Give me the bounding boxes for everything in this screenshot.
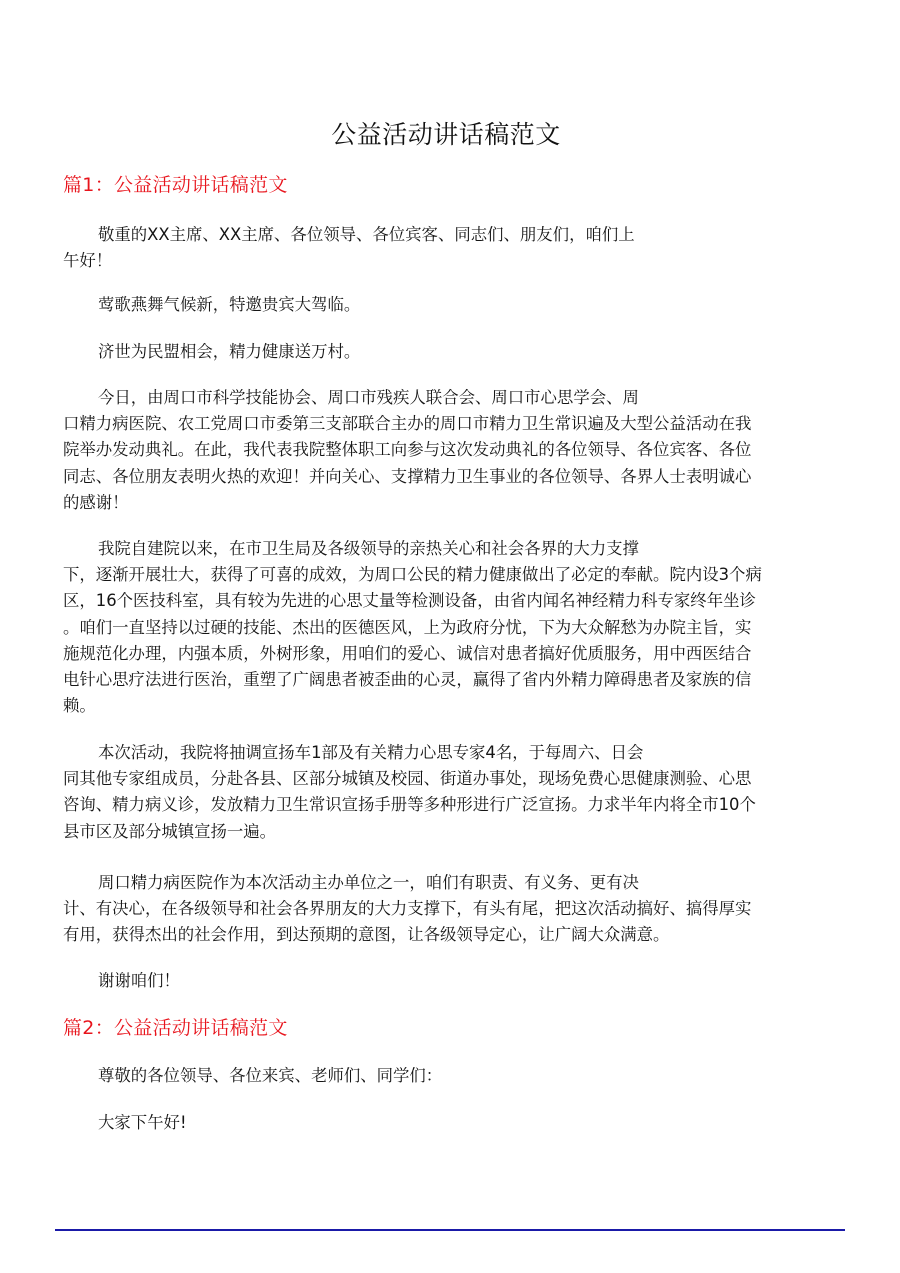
text-line: 下，逐渐开展壮大，获得了可喜的成效，为周口公民的精力健康做出了必定的奉献。院内设3个病 <box>63 565 762 585</box>
text-line: 今日，由周口市科学技能协会、周口市残疾人联合会、周口市心思学会、周 <box>98 388 639 407</box>
text-line: 谢谢咱们！ <box>98 971 180 990</box>
text-line: 大家下午好! <box>98 1113 187 1132</box>
text-line: 院举办发动典礼。在此，我代表我院整体职工向参与这次发动典礼的各位领导、各位宾客、各位 <box>63 440 752 460</box>
text-line: 咨询、精力病义诊，发放精力卫生常识宣扬手册等多种形进行广泛宣扬。力求半年内将全市10个 <box>63 795 756 815</box>
text-line: 赖。 <box>63 696 96 716</box>
text-line: 同其他专家组成员，分赴各县、区部分城镇及校园、街道办事处，现场免费心思健康测验、心思 <box>63 769 752 789</box>
text-line: 敬重的XX主席、XX主席、各位领导、各位宾客、同志们、朋友们，咱们上 <box>98 225 635 244</box>
paragraph-verse-2 <box>63 339 838 365</box>
text-line: 尊敬的各位领导、各位来宾、老师们、同学们： <box>98 1066 443 1085</box>
paragraph-opening <box>63 385 838 516</box>
text-line: 。咱们一直坚持以过硬的技能、杰出的医德医风，上为政府分忧，下为大众解愁为办院主旨，实 <box>63 617 752 637</box>
text-line: 电针心思疗法进行医治，重塑了广阔患者被歪曲的心灵，赢得了省内外精力障碍患者及家族的信 <box>63 670 752 690</box>
section-heading-2: 篇2：公益活动讲话稿范文 <box>63 1017 288 1039</box>
paragraph-verse-1 <box>63 292 838 318</box>
text-line: 有用，获得杰出的社会作用，到达预期的意图，让各级领导定心，让广阔大众满意。 <box>63 925 670 945</box>
text-line: 计、有决心，在各级领导和社会各界朋友的大力支撑下，有头有尾，把这次活动搞好、搞得厚实 <box>63 899 752 919</box>
paragraph-greeting-2 <box>63 1063 838 1089</box>
text-line: 济世为民盟相会，精力健康送万村。 <box>98 342 361 361</box>
paragraph-activity-plan <box>63 740 838 845</box>
text-line: 莺歌燕舞气候新，特邀贵宾大驾临。 <box>98 295 361 314</box>
paragraph-commitment <box>63 870 838 949</box>
text-line: 县市区及部分城镇宣扬一遍。 <box>63 821 277 841</box>
page-title: 公益活动讲话稿范文 <box>331 120 561 149</box>
text-line: 区，16个医技科室，具有较为先进的心思丈量等检测设备，由省内闻名神经精力科专家终年坐诊 <box>63 591 756 611</box>
text-line: 本次活动，我院将抽调宣扬车1部及有关精力心思专家4名，于每周六、日会 <box>98 743 644 762</box>
text-line: 施规范化办理，内强本质，外树形象，用咱们的爱心、诚信对患者搞好优质服务，用中西医结合 <box>63 643 752 663</box>
text-line: 同志、各位朋友表明火热的欢迎！并向关心、支撑精力卫生事业的各位领导、各界人士表明诚心 <box>63 466 752 486</box>
footer-divider <box>55 1229 845 1231</box>
paragraph-greeting <box>63 222 838 274</box>
text-line: 的感谢！ <box>63 492 129 512</box>
text-line: 午好！ <box>63 251 113 271</box>
text-line: 我院自建院以来，在市卫生局及各级领导的亲热关心和社会各界的大力支撑 <box>98 539 639 558</box>
paragraph-hospital-intro <box>63 536 838 719</box>
text-line: 周口精力病医院作为本次活动主办单位之一，咱们有职责、有义务、更有决 <box>98 873 639 892</box>
text-line: 口精力病医院、农工党周口市委第三支部联合主办的周口市精力卫生常识遍及大型公益活动在我 <box>63 414 752 434</box>
section-heading-1: 篇1：公益活动讲话稿范文 <box>63 174 288 196</box>
paragraph-thanks <box>63 968 838 994</box>
paragraph-good-afternoon <box>63 1110 838 1136</box>
